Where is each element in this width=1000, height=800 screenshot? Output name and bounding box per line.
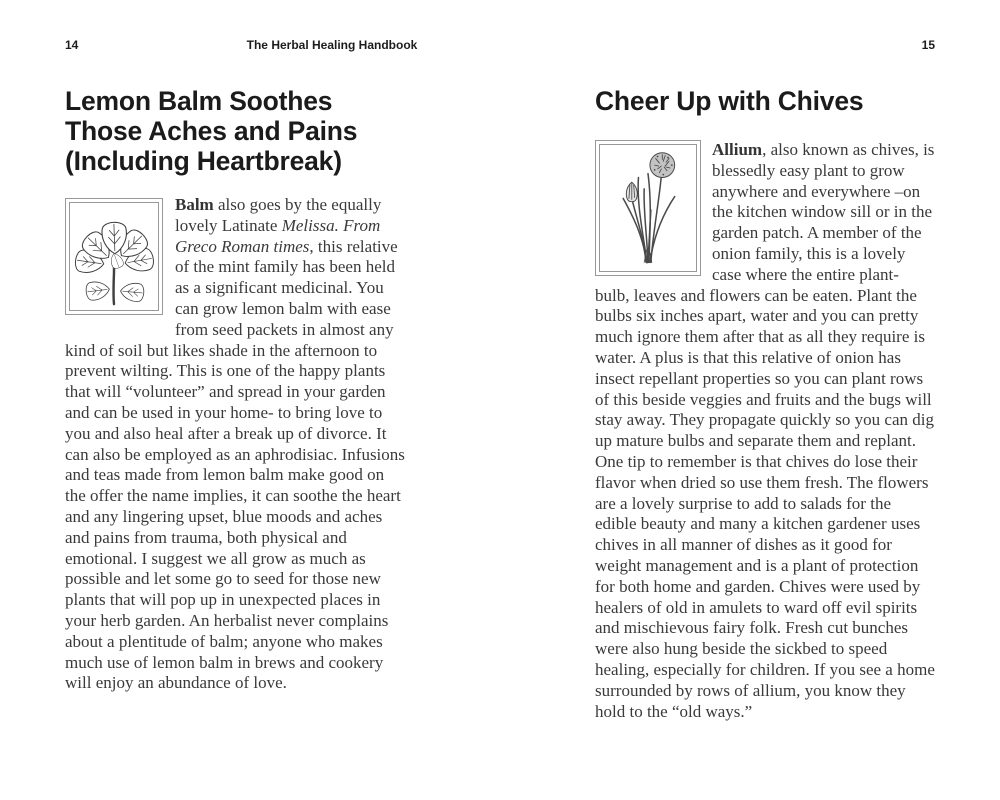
left-article-lead-word: Balm (175, 195, 214, 214)
lemon-balm-figure-inner-frame (69, 202, 159, 311)
left-title-line-3: (Including Heartbreak) (65, 146, 342, 176)
left-title-line-1: Lemon Balm Soothes (65, 86, 333, 116)
right-article-text: , also known as chives, is blessedly easy plant to grow anywhere and everywhere –on the kitchen window sill or in the garden patch. A member of the onion family, this is a lovely case where the entire plant- bulb, leaves and flowers can be eaten. Plant the bulbs six inches apart, water and you can pretty much ignore them after that as all they require is water. A plus is that this relative of onion has insect repellant properties so you can plant rows of this beside veggies and fruits and the bugs will stay away. They propagate quickly so you can dig up mature bulbs and separate them and replant. One tip to remember is that chives do lose their flavor when dried so use them fresh. The flowers are a lovely surprise to add to salads for the edible beauty and many a kitchen gardener uses chives in all manner of dishes as it good for weight management and is a plant of protection for both home and garden. Chives were used by healers of old in amulets to ward off evil spirits and mischievous fairy folk. Fresh cut bunches were also hung beside the sickbed to speed healing, especially for children. If you see a home surrounded by rows of allium, you know they hold to the “old ways.” (595, 140, 935, 721)
left-page (65, 86, 406, 694)
lemon-balm-illustration-icon (72, 205, 156, 308)
left-title-line-2: Those Aches and Pains (65, 116, 358, 146)
right-article-title: Cheer Up with Chives (595, 86, 864, 116)
chives-figure-inner-frame (599, 144, 697, 272)
left-article-title (65, 86, 406, 176)
book-title: The Herbal Healing Handbook (246, 38, 418, 52)
chives-figure (595, 140, 701, 276)
right-article-body (595, 140, 935, 722)
running-header (0, 38, 1000, 54)
right-article-lead-word: Allium (712, 140, 763, 159)
left-article-italic-phrase: Melissa. From Greco Roman times (175, 215, 381, 256)
left-article-text-1: also goes by the equally lovely Latinate (175, 195, 382, 235)
lemon-balm-figure (65, 198, 163, 315)
page-number-left: 14 (65, 38, 79, 52)
chives-illustration-icon (602, 147, 694, 269)
page-number-right: 15 (921, 38, 935, 52)
right-page (595, 86, 935, 722)
left-article-body (65, 195, 406, 694)
left-article-text-2: , this relative of the mint family has been held as a significant medicinal. You can grow lemon balm with ease from seed packets in almost any kind of soil but likes shade in the afternoon to prevent wilting. This is one of the happy plants that will “volunteer” and spread in your garden and can be used in your home- to bring love to you and also heal after a break up of divorce. It can also be employed as an aphrodisiac. Infusions and teas made from lemon balm make good on the offer the name implies, it can soothe the heart and any lingering upset, blue moods and aches and pains from trauma, both physical and emotional. I suggest we all grow as much as possible and let some go to seed for those new plants that will pop up in unexpected places in your herb garden. An herbalist never complains about a plentitude of balm; anyone who makes much use of lemon balm in brews and cookery will enjoy an abundance of love. (65, 236, 405, 693)
